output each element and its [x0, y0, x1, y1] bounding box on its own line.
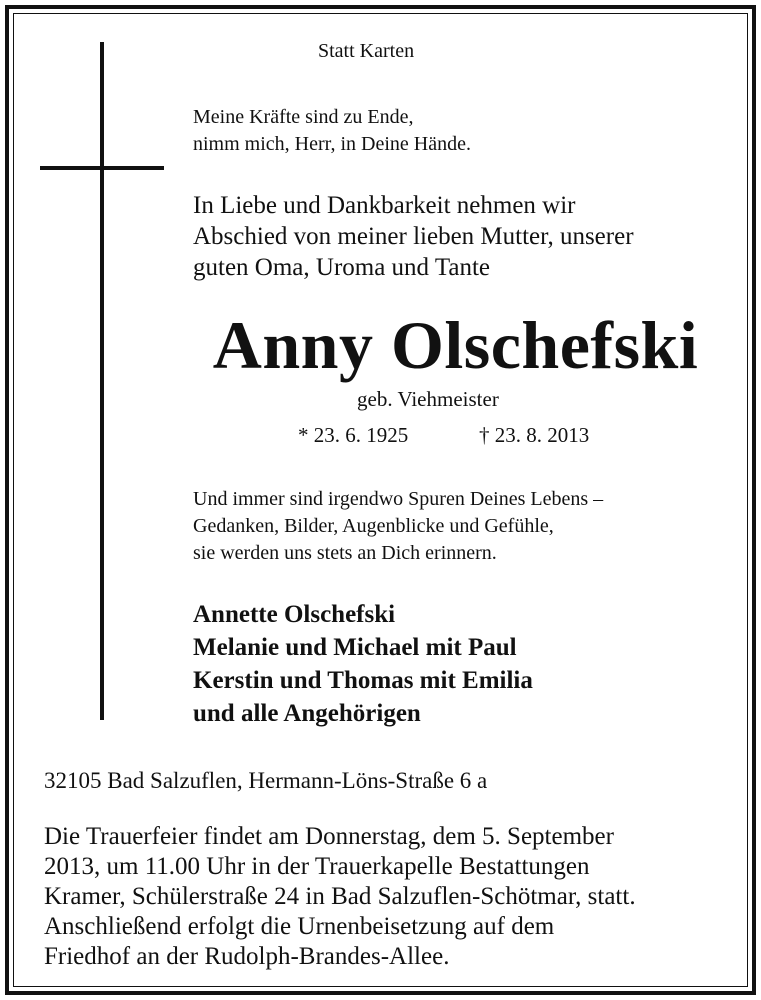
intro-text	[193, 190, 634, 283]
ceremony-line: 2013, um 11.00 Uhr in der Trauerkapelle Bestattungen	[44, 853, 590, 880]
ceremony-line: Anschließend erfolgt die Urnenbeisetzung auf dem	[44, 913, 555, 940]
mourners-list	[193, 598, 533, 730]
ceremony-line: Die Trauerfeier findet am Donnerstag, dem 5. September	[44, 823, 614, 850]
intro-line: guten Oma, Uroma und Tante	[193, 254, 491, 281]
verse-top-line: Meine Kräfte sind zu Ende,	[193, 106, 414, 128]
intro-line: Abschied von meiner lieben Mutter, unserer	[193, 223, 634, 250]
deceased-name: Anny Olschefski	[212, 307, 699, 383]
death-date: † 23. 8. 2013	[479, 423, 590, 447]
ceremony-line: Friedhof an der Rudolph-Brandes-Allee.	[44, 943, 450, 970]
verse-bottom-line: Gedanken, Bilder, Augenblicke und Gefühle,	[193, 515, 554, 537]
verse-top-line: nimm mich, Herr, in Deine Hände.	[193, 133, 472, 155]
address: 32105 Bad Salzuflen, Hermann-Löns-Straße 6 a	[44, 768, 488, 793]
verse-bottom-line: Und immer sind irgendwo Spuren Deines Lebens –	[193, 488, 604, 510]
mourner-name: und alle Angehörigen	[193, 700, 421, 727]
verse-bottom-line: sie werden uns stets an Dich erinnern.	[193, 542, 497, 564]
ceremony-line: Kramer, Schülerstraße 24 in Bad Salzuflen-Schötmar, statt.	[44, 883, 636, 910]
cross-horizontal-bar	[40, 166, 164, 170]
verse-bottom	[193, 486, 603, 567]
mourner-name: Annette Olschefski	[193, 601, 396, 628]
intro-line: In Liebe und Dankbarkeit nehmen wir	[193, 192, 576, 219]
mourner-name: Kerstin und Thomas mit Emilia	[193, 667, 533, 694]
ceremony-notice	[44, 822, 636, 972]
statt-karten-label: Statt Karten	[318, 40, 415, 62]
verse-top	[193, 104, 471, 158]
mourner-name: Melanie und Michael mit Paul	[193, 634, 517, 661]
birth-date: * 23. 6. 1925	[298, 423, 409, 447]
maiden-name: geb. Viehmeister	[357, 387, 499, 411]
